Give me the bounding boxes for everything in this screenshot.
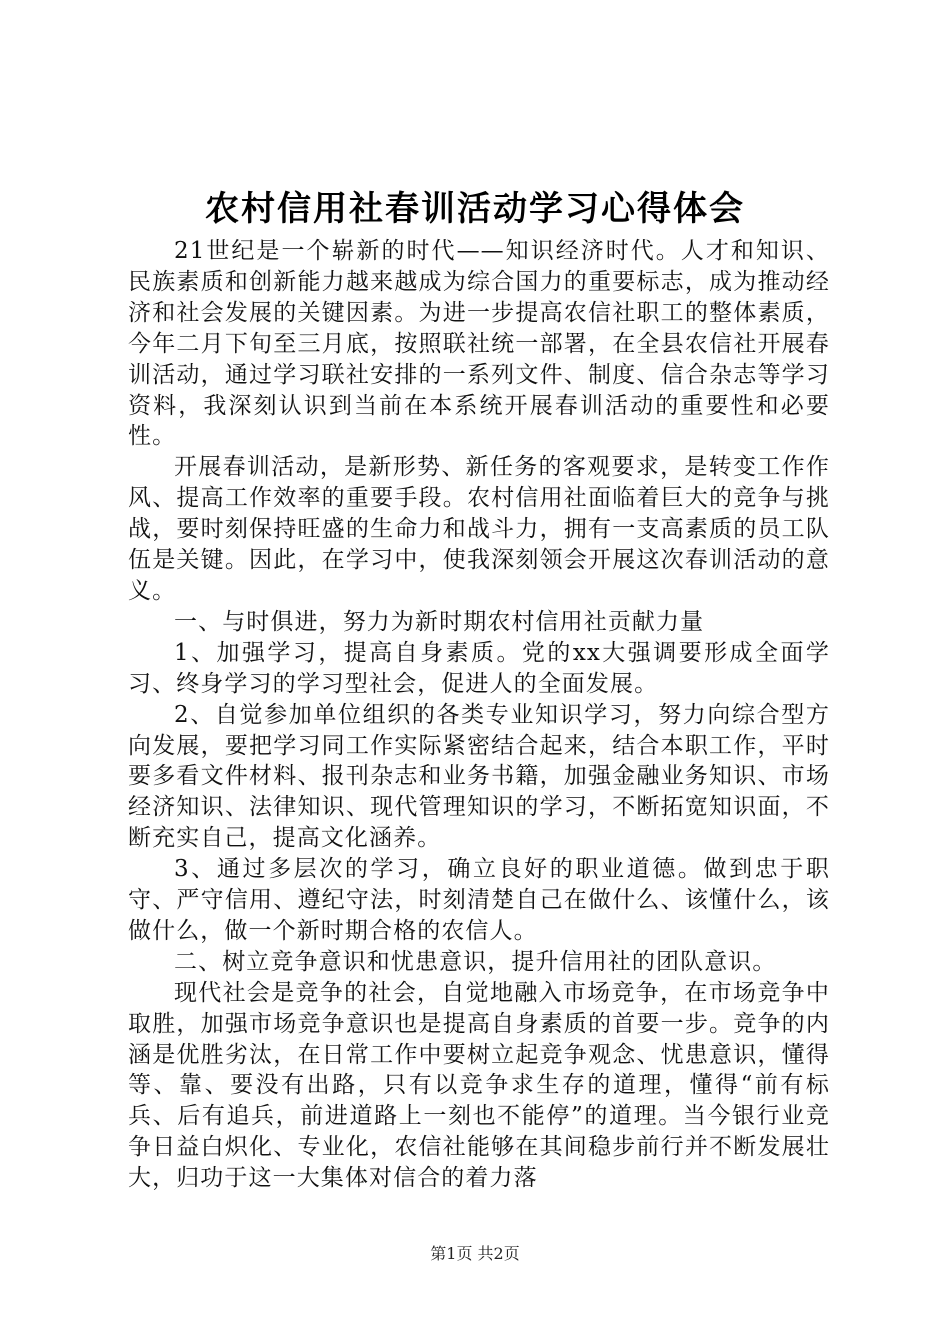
paragraph: 现代社会是竞争的社会，自觉地融入市场竞争，在市场竞争中取胜，加强市场竞争意识也是提高自身素质的首要一步。竞争的内涵是优胜劣汰，在日常工作中要树立起竞争观念、忧患意识，懂得等、靠、要没有出路，只有以竞争求生存的道理，懂得“前有标兵、后有追兵，前进道路上一刻也不能停”的道理。当今银行业竞争日益白炽化、专业化，农信社能够在其间稳步前行并不断发展壮大，归功于这一大集体对信合的着力落 bbox=[128, 979, 830, 1192]
paragraph: 21世纪是一个崭新的时代——知识经济时代。人才和知识、民族素质和创新能力越来越成为综合国力的重要标志，成为推动经济和社会发展的关键因素。为进一步提高农信社职工的整体素质，今年二月下旬至三月底，按照联社统一部署，在全县农信社开展春训活动，通过学习联社安排的一系列文件、制度、信合杂志等学习资料，我深刻认识到当前在本系统开展春训活动的重要性和必要性。 bbox=[128, 238, 830, 450]
paragraph: 1、加强学习，提高自身素质。党的xx大强调要形成全面学习、终身学习的学习型社会，促进人的全面发展。 bbox=[128, 639, 830, 697]
document-title: 农村信用社春训活动学习心得体会 bbox=[205, 189, 745, 229]
page-footer: 第1页 共2页 bbox=[430, 1244, 520, 1263]
paragraph: 2、自觉参加单位组织的各类专业知识学习，努力向综合型方向发展，要把学习同工作实际紧密结合起来，结合本职工作，平时要多看文件材料、报刊杂志和业务书籍，加强金融业务知识、市场经济知识、法律知识、现代管理知识的学习，不断拓宽知识面，不断充实自己，提高文化涵养。 bbox=[128, 701, 830, 852]
paragraph: 开展春训活动，是新形势、新任务的客观要求，是转变工作作风、提高工作效率的重要手段。农村信用社面临着巨大的竞争与挑战，要时刻保持旺盛的生命力和战斗力，拥有一支高素质的员工队伍是关键。因此，在学习中，使我深刻领会开展这次春训活动的意义。 bbox=[128, 454, 830, 604]
section-heading: 一、与时俱进，努力为新时期农村信用社贡献力量 bbox=[174, 608, 705, 635]
document-body bbox=[128, 236, 830, 1194]
section-heading: 二、树立竞争意识和忧患意识，提升信用社的团队意识。 bbox=[174, 948, 777, 975]
paragraph: 3、通过多层次的学习，确立良好的职业道德。做到忠于职守、严守信用、遵纪守法，时刻清楚自己在做什么、该懂什么，该做什么，做一个新时期合格的农信人。 bbox=[128, 856, 830, 944]
